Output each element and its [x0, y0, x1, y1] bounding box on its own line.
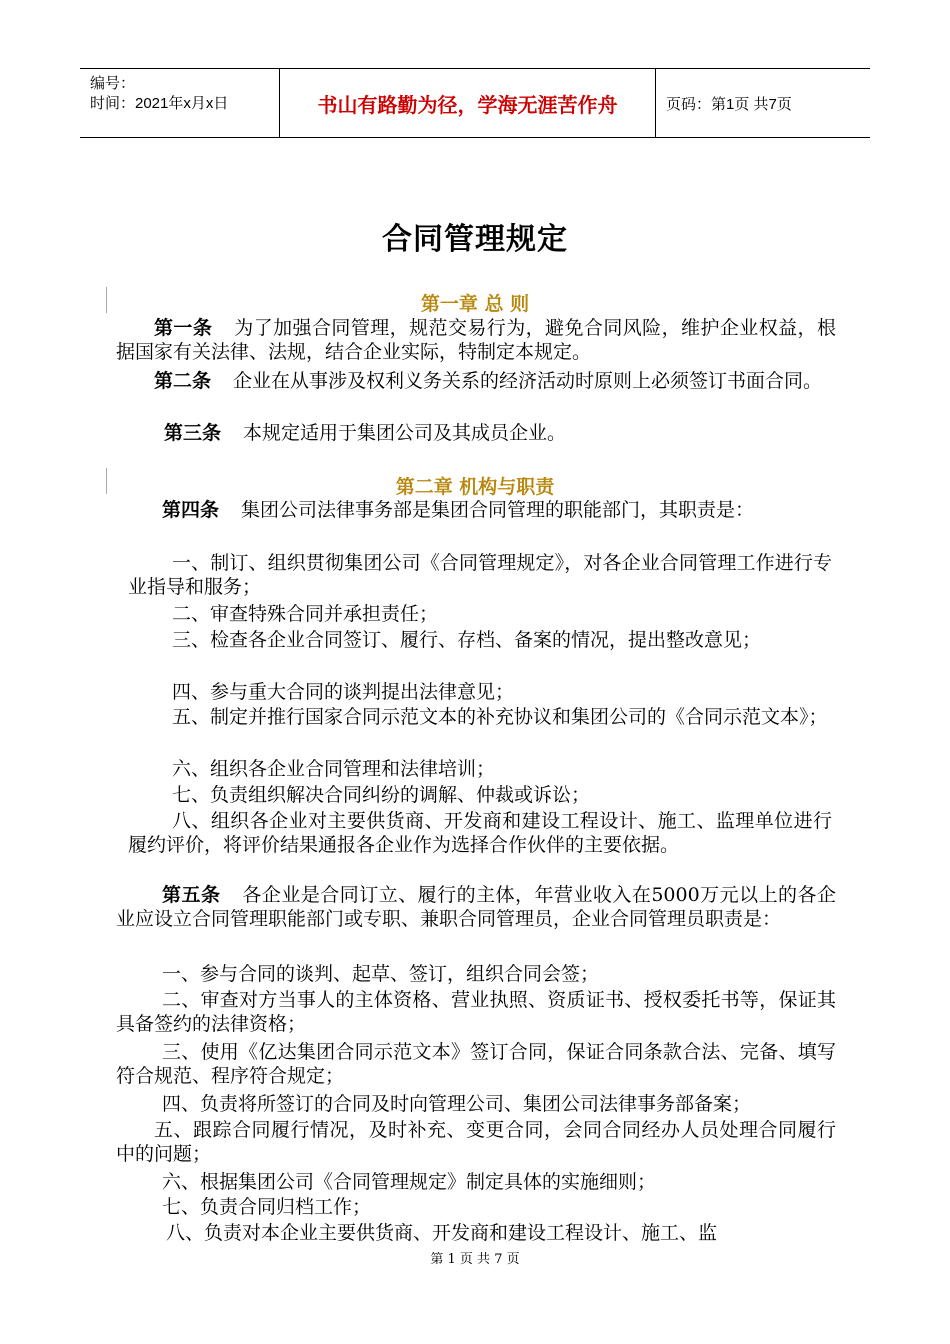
serial-label: 编号： — [90, 75, 136, 92]
art4-item-4: 四、参与重大合同的谈判提出法律意见； — [172, 681, 515, 703]
article-3-text: 本规定适用于集团公司及其成员企业。 — [243, 422, 567, 444]
article-2-label: 第二条 — [154, 370, 212, 392]
art4-item-5: 五、制定并推行国家合同示范文本的补充协议和集团公司的《合同示范文本》； — [172, 706, 828, 728]
header-motto: 书山有路勤为径，学海无涯苦作舟 — [280, 69, 656, 137]
art4-item-6: 六、组织各企业合同管理和法律培训； — [172, 758, 496, 780]
article-3-label: 第三条 — [164, 422, 222, 444]
art4-item-3: 三、检查各企业合同签订、履行、存档、备案的情况，提出整改意见； — [172, 629, 762, 651]
page-header — [80, 68, 870, 138]
page-footer: 第 1 页 共 7 页 — [430, 1252, 520, 1267]
article-3 — [116, 421, 836, 445]
chapter-2-title: 第二章 机构与职责 — [395, 476, 555, 498]
art5-item-7: 七、负责合同归档工作； — [162, 1196, 372, 1218]
article-5-text: 各企业是合同订立、履行的主体，年营业收入在5000万元以上的各企业应设立合同管理职能部门或专职、兼职合同管理员，企业合同管理员职责是： — [116, 884, 836, 930]
header-meta — [80, 69, 280, 137]
article-4-label: 第四条 — [162, 499, 220, 521]
header-page-info: 页码：第1页 共7页 — [666, 95, 792, 113]
article-4 — [116, 498, 836, 522]
art5-item-5: 五、跟踪合同履行情况，及时补充、变更合同，会同合同经办人员处理合同履行中的问题； — [116, 1119, 836, 1165]
article-1-text: 为了加强合同管理，规范交易行为，避免合同风险，维护企业权益，根据国家有关法律、法规，结合企业实际，特制定本规定。 — [116, 317, 836, 363]
art4-item-1: 一、制订、组织贯彻集团公司《合同管理规定》，对各企业合同管理工作进行专业指导和服务； — [128, 552, 832, 598]
art5-item-6: 六、根据集团公司《合同管理规定》制定具体的实施细则； — [162, 1171, 657, 1193]
art5-item-1: 一、参与合同的谈判、起草、签订，组织合同会签； — [162, 963, 600, 985]
article-4-text: 集团公司法律事务部是集团合同管理的职能部门，其职责是： — [241, 499, 755, 521]
art5-item-8: 八、负责对本企业主要供货商、开发商和建设工程设计、施工、监 — [166, 1222, 718, 1244]
document-title: 合同管理规定 — [382, 222, 568, 257]
article-1 — [116, 316, 836, 364]
article-2-text: 企业在从事涉及权利义务关系的经济活动时原则上必须签订书面合同。 — [233, 370, 823, 392]
article-5-label: 第五条 — [162, 884, 221, 906]
date-label: 时间：2021年x月x日 — [90, 95, 229, 112]
article-1-label: 第一条 — [154, 317, 213, 339]
chapter-1-title: 第一章 总 则 — [420, 293, 530, 315]
art5-item-3: 三、使用《亿达集团合同示范文本》签订合同，保证合同条款合法、完备、填写符合规范、程序符合规定； — [116, 1041, 836, 1087]
article-5 — [116, 883, 836, 931]
art5-item-2: 二、审查对方当事人的主体资格、营业执照、资质证书、授权委托书等，保证其具备签约的法律资格； — [116, 989, 836, 1035]
art4-item-7: 七、负责组织解决合同纠纷的调解、仲裁或诉讼； — [172, 784, 591, 806]
art4-item-2: 二、审查特殊合同并承担责任； — [172, 603, 439, 625]
art5-item-4: 四、负责将所签订的合同及时向管理公司、集团公司法律事务部备案； — [162, 1093, 752, 1115]
art4-item-8: 八、组织各企业对主要供货商、开发商和建设工程设计、施工、监理单位进行履约评价，将评价结果通报各企业作为选择合作伙伴的主要依据。 — [128, 810, 832, 856]
article-2 — [116, 369, 836, 393]
